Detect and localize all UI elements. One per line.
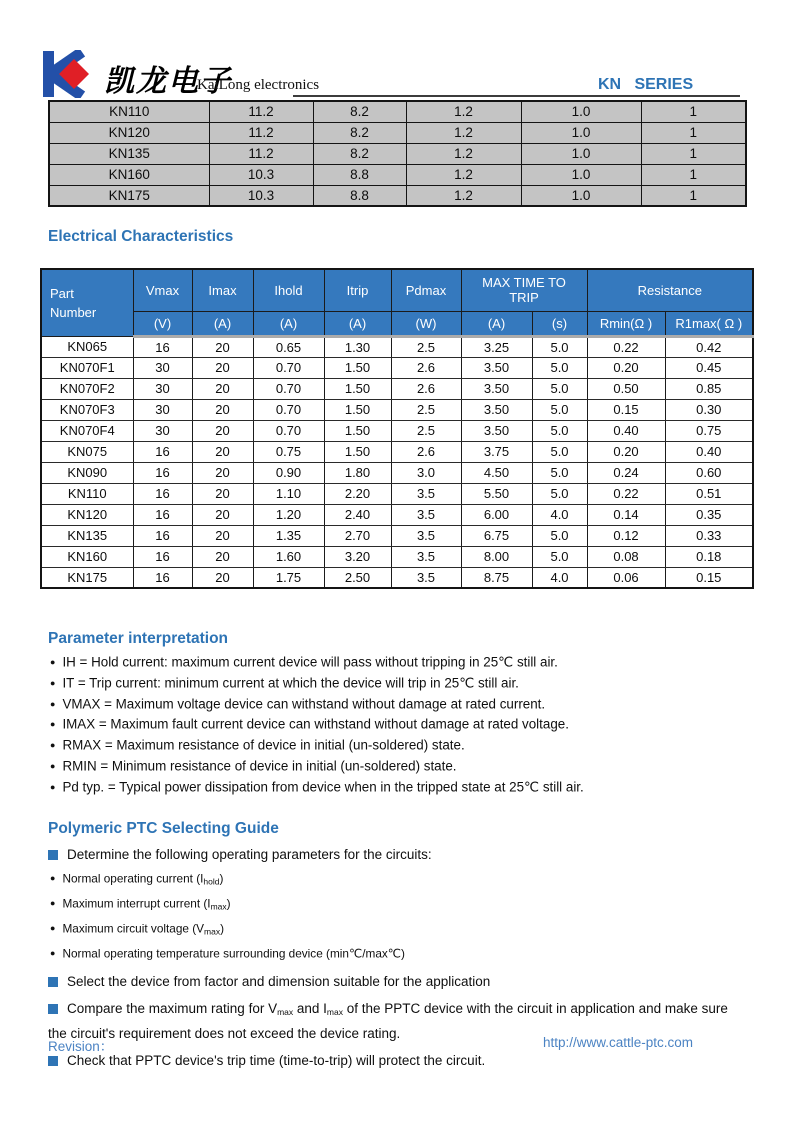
table-cell: 11.2 (209, 122, 313, 143)
table-cell: 20 (192, 546, 253, 567)
table-cell: 0.22 (587, 483, 665, 504)
unit-a3: (A) (324, 311, 391, 336)
table-cell: 1.50 (324, 399, 391, 420)
table-cell: KN070F2 (41, 378, 133, 399)
table-cell: 0.12 (587, 525, 665, 546)
revision-label: Revision： (48, 1039, 114, 1054)
table-cell: 0.33 (665, 525, 753, 546)
square-bullet-icon (48, 1056, 58, 1066)
table-cell: 8.75 (461, 567, 532, 588)
table-cell: 20 (192, 441, 253, 462)
table-cell: 8.8 (313, 164, 406, 185)
col-header-itrip: Itrip (324, 269, 391, 311)
table-cell: 2.50 (324, 567, 391, 588)
table-row (49, 143, 746, 164)
guide-step-check: Check that PPTC device's trip time (time-to-trip) will protect the circuit. (48, 1050, 763, 1071)
parameter-item: ● IH = Hold current: maximum current device will pass without tripping in 25℃ still air. (50, 652, 760, 673)
table-row (49, 122, 746, 143)
table-cell: 30 (133, 420, 192, 441)
table-row (41, 546, 753, 567)
table-cell: 3.25 (461, 336, 532, 357)
table-cell: 0.75 (253, 441, 324, 462)
table-cell: 2.6 (391, 357, 461, 378)
table-cell: 6.00 (461, 504, 532, 525)
table-row (41, 378, 753, 399)
table-cell: 20 (192, 567, 253, 588)
table-cell: 0.42 (665, 336, 753, 357)
table-cell: 0.18 (665, 546, 753, 567)
parameter-item: ● VMAX = Maximum voltage device can withstand without damage at rated current. (50, 694, 760, 715)
table-cell: 1.50 (324, 378, 391, 399)
table-cell: 3.75 (461, 441, 532, 462)
parameter-item: ● IMAX = Maximum fault current device can withstand without damage at rated voltage. (50, 714, 760, 735)
table-cell: 8.2 (313, 122, 406, 143)
parameter-item: ● RMAX = Maximum resistance of device in initial (un-soldered) state. (50, 735, 760, 756)
table-cell: 1.0 (521, 101, 641, 122)
table-cell: 16 (133, 336, 192, 357)
guide-step-select: Select the device from factor and dimension suitable for the application (48, 971, 763, 992)
unit-s: (s) (532, 311, 587, 336)
table-cell: 1.2 (406, 101, 521, 122)
table-cell: 0.70 (253, 357, 324, 378)
bullet-dot-icon: ● (50, 740, 56, 751)
table-cell: 5.0 (532, 357, 587, 378)
table-cell: 1.10 (253, 483, 324, 504)
table-cell: 1.50 (324, 420, 391, 441)
table-cell: 16 (133, 567, 192, 588)
table-cell: 0.08 (587, 546, 665, 567)
table-row (49, 101, 746, 122)
table-cell: KN070F3 (41, 399, 133, 420)
table-cell: KN135 (41, 525, 133, 546)
parameter-item: ● RMIN = Minimum resistance of device in initial (un-soldered) state. (50, 756, 760, 777)
ratings-continuation-table (48, 100, 747, 207)
table-cell: KN175 (41, 567, 133, 588)
table-cell: 11.2 (209, 101, 313, 122)
electrical-characteristics-heading: Electrical Characteristics (48, 228, 234, 245)
table-row (41, 441, 753, 462)
table-row (41, 399, 753, 420)
table-cell: 1.0 (521, 122, 641, 143)
electrical-characteristics-table (40, 268, 754, 589)
unit-rmin: Rmin(Ω ) (587, 311, 665, 336)
table-row (41, 567, 753, 588)
table-cell: 4.0 (532, 567, 587, 588)
table-cell: 0.24 (587, 462, 665, 483)
table-cell: 1.60 (253, 546, 324, 567)
parameter-list (50, 652, 760, 798)
table-cell: 3.5 (391, 567, 461, 588)
table-row (49, 164, 746, 185)
table-cell: 16 (133, 462, 192, 483)
table-cell: 30 (133, 378, 192, 399)
table-cell: KN075 (41, 441, 133, 462)
table-cell: 3.0 (391, 462, 461, 483)
parameter-interpretation-heading: Parameter interpretation (48, 630, 229, 647)
table-cell: 1.2 (406, 185, 521, 206)
table-cell: 1.2 (406, 143, 521, 164)
company-name-english: KaiLong electronics (197, 77, 320, 93)
selecting-guide-heading: Polymeric PTC Selecting Guide (48, 820, 279, 837)
table-cell: 1.2 (406, 164, 521, 185)
col-header-vmax: Vmax (133, 269, 192, 311)
table-cell: KN175 (49, 185, 209, 206)
table-cell: 0.30 (665, 399, 753, 420)
guide-subitem-imax: ● Maximum interrupt current $(I_{max})$ (50, 896, 231, 912)
bullet-dot-icon: ● (50, 873, 56, 883)
table-cell: 3.5 (391, 504, 461, 525)
table-cell: 0.50 (587, 378, 665, 399)
table-row (41, 525, 753, 546)
table-cell: 0.70 (253, 378, 324, 399)
table-cell: 1.20 (253, 504, 324, 525)
table-cell: 8.2 (313, 101, 406, 122)
website-link[interactable]: http://www.cattle-ptc.com (543, 1035, 694, 1050)
table-cell: 20 (192, 336, 253, 357)
table-cell: 16 (133, 525, 192, 546)
bullet-dot-icon: ● (50, 698, 56, 709)
table-cell: 16 (133, 483, 192, 504)
table-cell: 1 (641, 143, 746, 164)
table-cell: 20 (192, 483, 253, 504)
table-cell: 1.0 (521, 164, 641, 185)
unit-a2: (A) (253, 311, 324, 336)
table-cell: 16 (133, 504, 192, 525)
table-cell: KN160 (49, 164, 209, 185)
table-cell: 16 (133, 441, 192, 462)
table-cell: 0.85 (665, 378, 753, 399)
table-cell: 5.0 (532, 462, 587, 483)
table-cell: 5.0 (532, 441, 587, 462)
bullet-dot-icon: ● (50, 719, 56, 730)
table-cell: 8.00 (461, 546, 532, 567)
table-cell: 4.50 (461, 462, 532, 483)
bullet-dot-icon: ● (50, 781, 56, 792)
table-cell: 0.22 (587, 336, 665, 357)
table-cell: 1 (641, 101, 746, 122)
table-cell: 2.40 (324, 504, 391, 525)
table-cell: 0.20 (587, 357, 665, 378)
table-cell: 2.20 (324, 483, 391, 504)
table-cell: 0.15 (587, 399, 665, 420)
table-cell: 3.5 (391, 483, 461, 504)
table-cell: 1.30 (324, 336, 391, 357)
col-header-max-time-to-trip: MAX TIME TO TRIP (461, 269, 587, 311)
bullet-dot-icon: ● (50, 657, 56, 667)
guide-subitem-vmax: ● Maximum circuit voltage $(V_{max})$ (50, 921, 225, 937)
table-cell: 3.20 (324, 546, 391, 567)
table-cell: 0.40 (665, 441, 753, 462)
table-cell: 3.5 (391, 525, 461, 546)
table-cell: 0.90 (253, 462, 324, 483)
table-cell: 0.14 (587, 504, 665, 525)
table-cell: 1.0 (521, 185, 641, 206)
table-cell: 2.70 (324, 525, 391, 546)
table-cell: 0.70 (253, 420, 324, 441)
bullet-dot-icon: ● (50, 677, 56, 688)
series-title: KN SERIES (598, 76, 694, 93)
unit-r1max: R1max( Ω ) (665, 311, 753, 336)
table-cell: KN070F1 (41, 357, 133, 378)
table-cell: 3.5 (391, 546, 461, 567)
table-cell: 4.0 (532, 504, 587, 525)
table-cell: 1.75 (253, 567, 324, 588)
table-cell: 2.5 (391, 336, 461, 357)
table-cell: 11.2 (209, 143, 313, 164)
table-cell: 0.40 (587, 420, 665, 441)
table-cell: KN160 (41, 546, 133, 567)
bullet-dot-icon: ● (50, 923, 56, 933)
table-cell: 0.45 (665, 357, 753, 378)
table-cell: KN110 (41, 483, 133, 504)
table-row (41, 336, 753, 357)
table-row (41, 357, 753, 378)
table-cell: 5.0 (532, 420, 587, 441)
table-cell: 3.50 (461, 357, 532, 378)
table-cell: 6.75 (461, 525, 532, 546)
square-bullet-icon (48, 1004, 58, 1014)
table-cell: 0.06 (587, 567, 665, 588)
table-cell: 20 (192, 420, 253, 441)
table-row (41, 462, 753, 483)
bullet-dot-icon: ● (50, 760, 56, 771)
table-cell: 1.0 (521, 143, 641, 164)
table-cell: 1 (641, 164, 746, 185)
unit-a4: (A) (461, 311, 532, 336)
table-cell: 5.0 (532, 525, 587, 546)
table-cell: 10.3 (209, 185, 313, 206)
col-header-pdmax: Pdmax (391, 269, 461, 311)
table-cell: KN135 (49, 143, 209, 164)
square-bullet-icon (48, 850, 58, 860)
table-cell: 20 (192, 399, 253, 420)
table-cell: 1 (641, 185, 746, 206)
table-cell: KN120 (49, 122, 209, 143)
table-cell: 0.15 (665, 567, 753, 588)
table-cell: 0.20 (587, 441, 665, 462)
guide-subitem-ihold: ● Normal operating current $(I_{hold})$ (50, 871, 224, 887)
guide-step-compare: Compare the maximum rating for $V_{max}$ and $I_{max}$ of the PPTC device with the circuit in application and make sure (48, 998, 763, 1023)
table-cell: 1.50 (324, 357, 391, 378)
table-cell: 1 (641, 122, 746, 143)
header-rule (293, 95, 740, 97)
table-row (41, 483, 753, 504)
unit-v: (V) (133, 311, 192, 336)
col-header-ihold: Ihold (253, 269, 324, 311)
table-row (41, 504, 753, 525)
table-cell: 3.50 (461, 420, 532, 441)
table-cell: 5.50 (461, 483, 532, 504)
table-cell: 5.0 (532, 378, 587, 399)
table-cell: KN090 (41, 462, 133, 483)
parameter-item: ● Pd typ. = Typical power dissipation from device when in the tripped state at 25℃ still air. (50, 777, 760, 798)
table-cell: 0.65 (253, 336, 324, 357)
table-cell: 5.0 (532, 399, 587, 420)
table-cell: 2.6 (391, 378, 461, 399)
table-cell: 10.3 (209, 164, 313, 185)
table-cell: KN065 (41, 336, 133, 357)
table-cell: 30 (133, 357, 192, 378)
table-cell: 1.50 (324, 441, 391, 462)
table-cell: 2.5 (391, 420, 461, 441)
table-cell: 1.80 (324, 462, 391, 483)
table-cell: KN120 (41, 504, 133, 525)
kailong-logo-icon (42, 50, 100, 98)
col-header-resistance: Resistance (587, 269, 753, 311)
guide-step-determine: Determine the following operating parameters for the circuits: (48, 844, 763, 865)
table-cell: 20 (192, 504, 253, 525)
table-cell: 1.2 (406, 122, 521, 143)
unit-a1: (A) (192, 311, 253, 336)
col-header-imax: Imax (192, 269, 253, 311)
table-cell: 0.70 (253, 399, 324, 420)
table-cell: 5.0 (532, 546, 587, 567)
table-cell: 8.8 (313, 185, 406, 206)
guide-subitem-temperature: ● Normal operating temperature surrounding device (min℃/max℃) (50, 946, 405, 961)
table-cell: 8.2 (313, 143, 406, 164)
table-cell: 20 (192, 357, 253, 378)
table-cell: KN110 (49, 101, 209, 122)
table-cell: 16 (133, 546, 192, 567)
col-header-part-number: Part Number (41, 269, 133, 336)
table-cell: 20 (192, 462, 253, 483)
bullet-dot-icon: ● (50, 948, 56, 958)
company-name-chinese: 凯龙电子 (104, 65, 232, 98)
table-cell: 2.6 (391, 441, 461, 462)
table-cell: KN070F4 (41, 420, 133, 441)
table-cell: 3.50 (461, 399, 532, 420)
table-cell: 3.50 (461, 378, 532, 399)
table-row (49, 185, 746, 206)
table-cell: 20 (192, 378, 253, 399)
table-cell: 1.35 (253, 525, 324, 546)
guide-step-compare-continued: the circuit's requirement does not exceed the device rating. (48, 1026, 401, 1041)
unit-w: (W) (391, 311, 461, 336)
table-cell: 0.75 (665, 420, 753, 441)
table-cell: 0.51 (665, 483, 753, 504)
square-bullet-icon (48, 977, 58, 987)
parameter-item: ● IT = Trip current: minimum current at which the device will trip in 25℃ still air. (50, 673, 760, 694)
table-row (41, 420, 753, 441)
table-cell: 5.0 (532, 336, 587, 357)
table-cell: 0.60 (665, 462, 753, 483)
table-cell: 20 (192, 525, 253, 546)
table-cell: 5.0 (532, 483, 587, 504)
table-cell: 0.35 (665, 504, 753, 525)
table-cell: 2.5 (391, 399, 461, 420)
table-cell: 30 (133, 399, 192, 420)
bullet-dot-icon: ● (50, 898, 56, 908)
